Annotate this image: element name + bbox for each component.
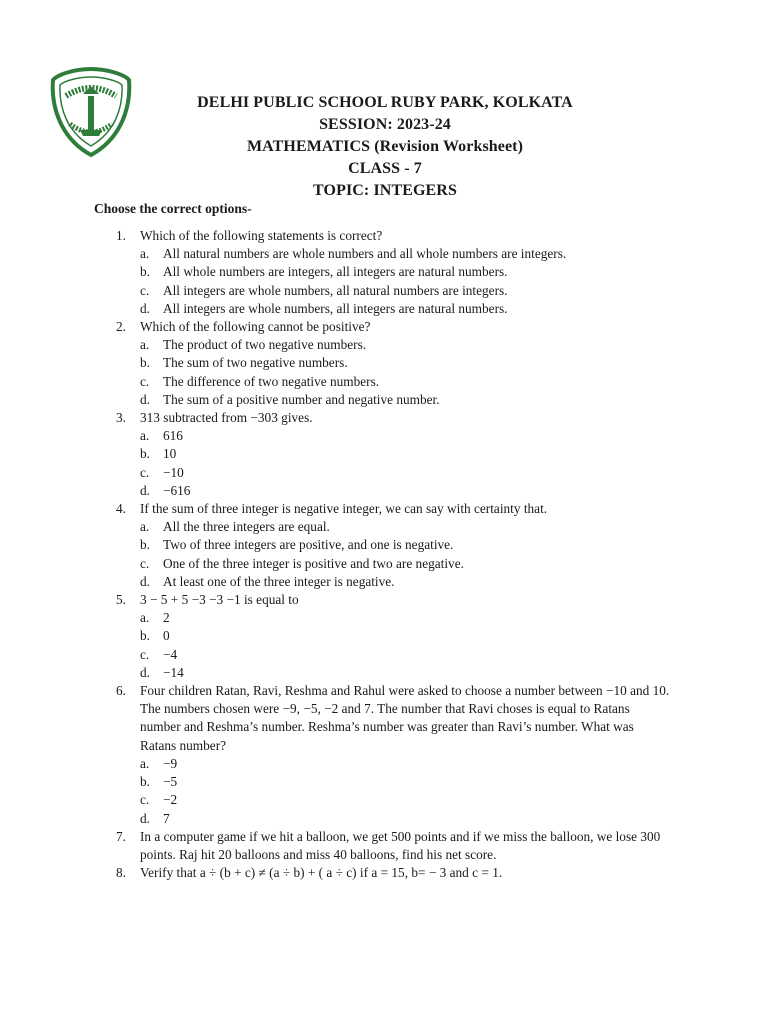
option-letter: b. (140, 355, 150, 371)
option-text: −616 (163, 482, 191, 498)
option-list (140, 427, 670, 500)
question-item (0, 409, 670, 500)
option-letter: d. (140, 482, 150, 498)
option-item (140, 482, 670, 500)
option-letter: c. (140, 464, 150, 480)
option-letter: d. (140, 300, 150, 316)
option-letter: a. (140, 610, 150, 626)
option-item (140, 245, 670, 263)
question-number: 2. (116, 319, 126, 335)
question-item (0, 227, 670, 318)
option-list (140, 609, 670, 682)
question-item (0, 591, 670, 682)
question-number: 1. (116, 228, 126, 243)
option-text: All whole numbers are integers, all integers are natural numbers. (163, 264, 508, 280)
option-text: The sum of two negative numbers. (163, 355, 348, 371)
question-text: 313 subtracted from −303 gives. (140, 410, 313, 426)
option-letter: b. (140, 537, 150, 553)
option-text: The difference of two negative numbers. (163, 373, 380, 389)
question-item (0, 828, 670, 864)
option-text: 2 (163, 610, 170, 626)
option-item (140, 555, 670, 573)
option-text: −9 (163, 755, 178, 771)
document-header (140, 92, 630, 202)
option-item (140, 627, 670, 645)
option-text: All integers are whole numbers, all natural numbers are integers. (163, 282, 508, 298)
option-letter: c. (140, 373, 150, 389)
question-number: 8. (116, 865, 126, 881)
option-letter: d. (140, 573, 150, 589)
option-item (140, 664, 670, 682)
question-text: 3 − 5 + 5 −3 −3 −1 is equal to (140, 592, 299, 608)
option-item (140, 282, 670, 300)
option-text: −4 (163, 646, 178, 662)
option-item (140, 791, 670, 809)
option-letter: a. (140, 755, 150, 771)
option-item (140, 536, 670, 554)
question-text: Four children Ratan, Ravi, Reshma and Rahul were asked to choose a number between −10 and 10. The numbers chosen were −9, −5, −2 and 7. The number that Ravi choses is equal to Ratans number and Reshma’s number. Reshma’s number was greater than Ravi’s number. What was Ratans number? (140, 683, 670, 753)
option-item (140, 464, 670, 482)
option-text: Two of three integers are positive, and one is negative. (163, 537, 454, 553)
question-text: Which of the following cannot be positive? (140, 319, 371, 335)
option-text: −5 (163, 774, 178, 790)
session-line: SESSION: 2023-24 (319, 116, 451, 133)
option-item (140, 609, 670, 627)
option-list (140, 245, 670, 318)
option-letter: a. (140, 428, 150, 444)
option-item (140, 755, 670, 773)
option-letter: d. (140, 391, 150, 407)
option-text: 7 (163, 810, 170, 826)
option-item (140, 773, 670, 791)
question-item (0, 682, 670, 828)
option-item (140, 391, 670, 409)
school-name: DELHI PUBLIC SCHOOL RUBY PARK, KOLKATA (197, 94, 573, 111)
option-text: 10 (163, 446, 177, 462)
option-item (140, 810, 670, 828)
option-text: All integers are whole numbers, all integers are natural numbers. (163, 300, 508, 316)
option-letter: d. (140, 664, 150, 680)
question-item (0, 864, 670, 882)
option-text: −2 (163, 792, 178, 808)
option-text: At least one of the three integer is negative. (163, 573, 395, 589)
option-item (140, 336, 670, 354)
option-text: −14 (163, 664, 184, 680)
option-item (140, 646, 670, 664)
class-line: CLASS - 7 (348, 160, 422, 177)
question-item (0, 318, 670, 409)
option-item (140, 427, 670, 445)
question-number: 3. (116, 410, 126, 426)
option-text: 616 (163, 428, 183, 444)
question-text: Verify that a ÷ (b + c) ≠ (a ÷ b) + ( a ÷ c) if a = 15, b= − 3 and c = 1. (140, 865, 503, 881)
option-text: All natural numbers are whole numbers and all whole numbers are integers. (163, 246, 567, 262)
subject-line: MATHEMATICS (Revision Worksheet) (246, 138, 524, 155)
option-letter: b. (140, 628, 150, 644)
option-item (140, 263, 670, 281)
option-list (140, 336, 670, 409)
option-text: One of the three integer is positive and two are negative. (163, 555, 464, 571)
option-letter: c. (140, 282, 150, 298)
option-letter: b. (140, 264, 150, 280)
question-list (0, 227, 768, 882)
option-item (140, 573, 670, 591)
option-letter: c. (140, 646, 150, 662)
option-letter: d. (140, 810, 150, 826)
option-letter: a. (140, 337, 150, 353)
option-list (140, 518, 670, 591)
option-item (140, 445, 670, 463)
option-item (140, 354, 670, 372)
option-item (140, 518, 670, 536)
question-text: Which of the following statements is correct? (140, 228, 383, 243)
option-text: The product of two negative numbers. (163, 337, 367, 353)
question-number: 6. (116, 683, 126, 699)
school-logo-icon (50, 66, 132, 158)
option-item (140, 373, 670, 391)
question-item (0, 500, 670, 591)
question-number: 4. (116, 501, 126, 517)
question-number: 7. (116, 828, 126, 844)
option-item (140, 300, 670, 318)
instruction: Choose the correct options- (94, 201, 252, 216)
option-letter: a. (140, 246, 150, 262)
question-text: If the sum of three integer is negative integer, we can say with certainty that. (140, 501, 548, 517)
option-text: −10 (163, 464, 184, 480)
option-letter: c. (140, 555, 150, 571)
question-number: 5. (116, 592, 126, 608)
option-text: All the three integers are equal. (163, 519, 330, 535)
option-letter: c. (140, 792, 150, 808)
option-letter: b. (140, 446, 150, 462)
option-letter: b. (140, 774, 150, 790)
topic-line: TOPIC: INTEGERS (313, 182, 457, 199)
option-list (140, 755, 670, 828)
option-text: 0 (163, 628, 170, 644)
option-letter: a. (140, 519, 150, 535)
option-text: The sum of a positive number and negative number. (163, 391, 440, 407)
question-text: In a computer game if we hit a balloon, we get 500 points and if we miss the balloon, we lose 300 points. Raj hit 20 balloons and miss 40 balloons, find his net score. (140, 828, 661, 862)
